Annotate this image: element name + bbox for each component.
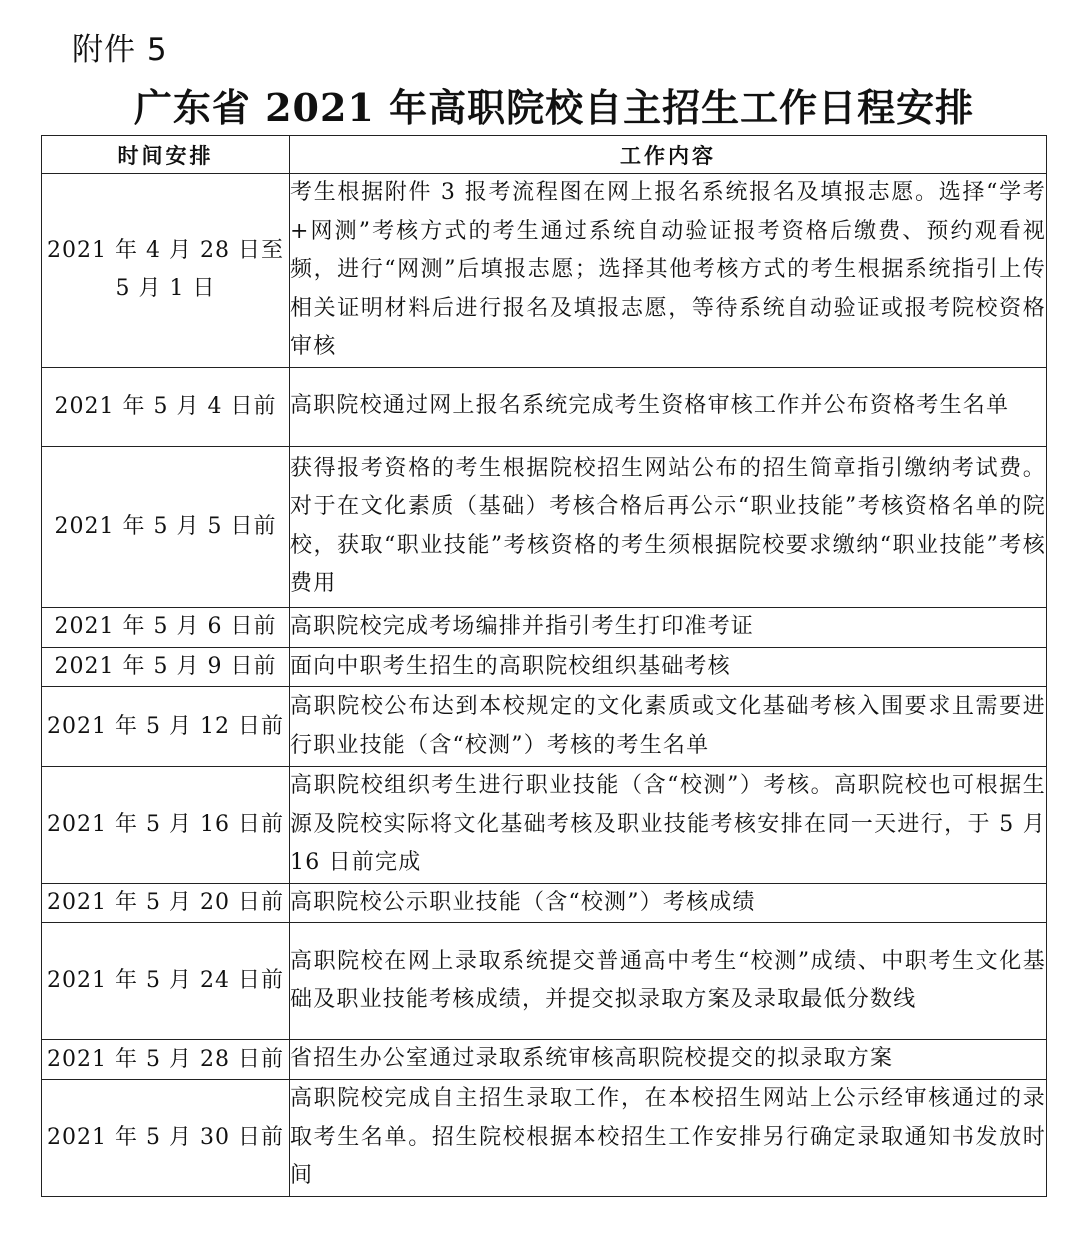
table-header-row	[42, 136, 1047, 174]
work-cell: 高职院校组织考生进行职业技能（含“校测”）考核。高职院校也可根据生源及院校实际将文化基础考核及职业技能考核安排在同一天进行，于 5 月 16 日前完成	[290, 767, 1047, 884]
time-cell: 2021 年 5 月 16 日前	[42, 767, 290, 884]
table-row	[42, 1080, 1047, 1197]
table-row	[42, 1040, 1047, 1080]
work-cell: 面向中职考生招生的高职院校组织基础考核	[290, 647, 1047, 687]
time-cell: 2021 年 5 月 28 日前	[42, 1040, 290, 1080]
work-cell: 省招生办公室通过录取系统审核高职院校提交的拟录取方案	[290, 1040, 1047, 1080]
table-row	[42, 767, 1047, 884]
time-cell: 2021 年 5 月 20 日前	[42, 883, 290, 923]
time-cell: 2021 年 5 月 6 日前	[42, 607, 290, 647]
table-row	[42, 647, 1047, 687]
time-cell: 2021 年 5 月 12 日前	[42, 687, 290, 767]
work-cell: 高职院校完成自主招生录取工作，在本校招生网站上公示经审核通过的录取考生名单。招生院校根据本校招生工作安排另行确定录取通知书发放时间	[290, 1080, 1047, 1197]
work-cell: 高职院校完成考场编排并指引考生打印准考证	[290, 607, 1047, 647]
work-cell: 考生根据附件 3 报考流程图在网上报名系统报名及填报志愿。选择“学考+网测”考核方式的考生通过系统自动验证报考资格后缴费、预约观看视频，进行“网测”后填报志愿；选择其他考核方式的考生根据系统指引上传相关证明材料后进行报名及填报志愿，等待系统自动验证或报考院校资格审核	[290, 174, 1047, 368]
time-cell: 2021 年 5 月 9 日前	[42, 647, 290, 687]
table-row	[42, 607, 1047, 647]
header-time: 时间安排	[42, 136, 290, 174]
work-cell: 获得报考资格的考生根据院校招生网站公布的招生简章指引缴纳考试费。对于在文化素质（基础）考核合格后再公示“职业技能”考核资格名单的院校，获取“职业技能”考核资格的考生须根据院校要求缴纳“职业技能”考核费用	[290, 446, 1047, 607]
table-row	[42, 923, 1047, 1040]
header-work: 工作内容	[290, 136, 1047, 174]
page-title: 广东省 2021 年高职院校自主招生工作日程安排	[133, 85, 975, 130]
table-row	[42, 367, 1047, 446]
work-cell: 高职院校公示职业技能（含“校测”）考核成绩	[290, 883, 1047, 923]
time-cell: 2021 年 5 月 30 日前	[42, 1080, 290, 1197]
work-cell: 高职院校通过网上报名系统完成考生资格审核工作并公布资格考生名单	[290, 367, 1047, 446]
time-cell: 2021 年 5 月 4 日前	[42, 367, 290, 446]
schedule-table	[41, 135, 1047, 1197]
time-cell: 2021 年 5 月 24 日前	[42, 923, 290, 1040]
work-cell: 高职院校在网上录取系统提交普通高中考生“校测”成绩、中职考生文化基础及职业技能考核成绩，并提交拟录取方案及录取最低分数线	[290, 923, 1047, 1040]
table-row	[42, 687, 1047, 767]
time-cell: 2021 年 5 月 5 日前	[42, 446, 290, 607]
attachment-label: 附件 5	[72, 32, 168, 68]
table-row	[42, 883, 1047, 923]
table-row	[42, 174, 1047, 368]
table-row	[42, 446, 1047, 607]
work-cell: 高职院校公布达到本校规定的文化素质或文化基础考核入围要求且需要进行职业技能（含“校测”）考核的考生名单	[290, 687, 1047, 767]
time-cell: 2021 年 4 月 28 日至 5 月 1 日	[42, 174, 290, 368]
